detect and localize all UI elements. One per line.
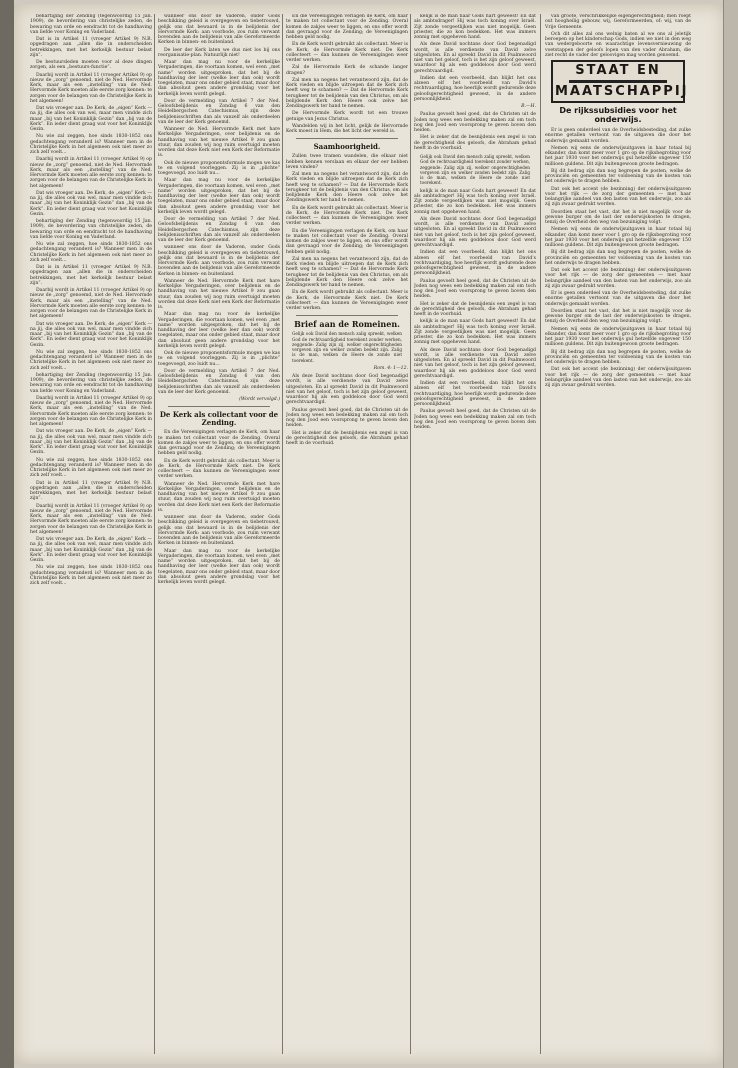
column-1 xyxy=(30,14,152,1054)
article-heading-zending: De Kerk als collectant voor de Zending. xyxy=(159,410,279,428)
article-paragraph: Er is geen onderdeel van de Overheidsbesteding, dat zulke enorme getallen vertoont van de uitgaven die door het onderwijs gemaakt worden. xyxy=(545,128,691,144)
article-paragraph: Als deze David nochtans door God begenadigd wordt, is alle verdienste van David zelve uitgesloten. En al spreekt David in dit Psalmwoord niet van het geloof, toch is het zijn geloof geweest, waardoor hij als een goddeloos door God werd gerechtvaardigd. xyxy=(286,374,408,406)
article-paragraph: Dat ook het accent (de bezinning) der onderwijsuitgaven voor het rijk — de zorg der gemeenten — met haar belangrijke aandeel van den lasten van het onderwijs, zoo als zij zijn zwaar gedrukt worden. xyxy=(545,268,691,289)
masthead-line-1: STAAT EN xyxy=(575,63,661,78)
article-paragraph: En die Vereenigingen verlagen de Kerk, om haar te maken tot collectant voor de Zending. Overal komen de zakjes weer te liggen, en ons offer wordt dan gevraagd voor de Zending; de Vereenigingen hebben geld nodig. xyxy=(286,228,408,255)
article-paragraph: Nemen wij eens de onderwijsuitgaven in haar totaal bij elkander, dan komt meer voor 1 gro op de rijksbegroting voor het jaar 1930 voor het onderwijs gul hetzelfde ongeveer 150 millioen guldens. Dit zijn buitengewoon groote bedragen. xyxy=(545,145,691,167)
article-paragraph: Maar dan mag nu voor de kerkelijke Vergaderingen, die voortaan komen, wel even „met name” worden uitgesproken, dat het bij de handhaving der leer (welke leer dan ook) wordt toegelaten, maar ons onder gebied staat, maar door dan absoluut geen andere grondslag voor het kerkelijk leven wordt gelegd. xyxy=(158,178,280,215)
section-masthead xyxy=(551,60,689,103)
article-paragraph: Ook de nieuwe proponentsformule mogen we kas te en volgend voorleggen. Zij is in „plichte” toegevoegd, zoo luidt nu... xyxy=(158,351,280,367)
column-4 xyxy=(414,14,536,1054)
article-paragraph: Nu wie zal zeggen, hoe sinds 1830-1852 ons gedachtengang veranderd is? Wanneer men in de Christelijke Kerk in het algemeen ook niet meer zo zich zelf voelt... xyxy=(30,242,152,263)
article-paragraph: Dat ook het accent (de bezinning) der onderwijsuitgaven voor het rijk — de zorg der gemeenten — met haar belangrijke aandeel van den lasten van het onderwijs, zoo als zij zijn zwaar gedrukt worden. xyxy=(545,186,691,208)
article-paragraph: Nu wie zal zeggen, hoe sinds 1830-1852 ons gedachtengang veranderd is? Wanneer men in de Christelijke Kerk in het algemeen ook niet meer zo zich zelf voelt... xyxy=(30,565,152,586)
column-5 xyxy=(545,14,691,1054)
article-paragraph: En die Vereenigingen verlagen de Kerk, om haar te maken tot collectant voor de Zending. Overal komen de zakjes weer te liggen, en ons offer wordt dan gevraagd voor de Zending; de Vereenigingen hebben geld nodig. xyxy=(286,14,408,40)
column-rule xyxy=(282,14,283,1054)
article-paragraph: Daarbij wordt in Artikel 11 (vroeger Artikel 9) op nieuw de „zorg” genoemd, niet de Ned. Hervormde Kerk, maar als een „instelling” van de Ned. Hervormde Kerk moeten alle eerste zorg kennen: te zorgen voor de belangen van de Christelijke Kerk in het algemeen! xyxy=(30,72,152,104)
article-paragraph: behartiging der Zending (tegenwoordig 15 Jan. 1909), de bevordering van christelijke zeden, de bewaring van orde en eendracht tot de handhaving van liefde voor Koning en Vaderland. xyxy=(30,219,152,240)
scripture-quote: Gelijk ook David den mensch zalig spreekt, welken God de rechtvaardigheid toerekent zonder werken, zeggende: Zalig zijn zij, welker ongerechtigheden vergeven zijn en welker zonden bedekt zijn. Zalig is de man, welken de Heere de zonde niet toerekent. xyxy=(420,154,530,186)
article-heading-romeinen: Brief aan de Romeinen. xyxy=(294,319,400,330)
article-paragraph: Nemen wij eens de onderwijsuitgaven in haar totaal bij elkander, dan komt meer voor 1 gro op de rijksbegroting voor het jaar 1930 voor het onderwijs gul hetzelfde ongeveer 150 millioen guldens. Dit zijn buitengewoon groote bedragen. xyxy=(545,326,691,348)
article-paragraph: Dat is in Artikel 11 (vroeger Artikel 9) N.B. opgedragen aan „allen die in onderscheiden betrekkingen, met het kerkelijk bestuur belast zijn”. xyxy=(30,37,152,58)
article-paragraph: Zal men na negens het verantwoord zijn, dat de Kerk vieden en blijde uitroepen dat de Kerk zich heeft weg te schamen? — Dat de Hervormde Kerk terugkeer tot de belijdenis van den Christus, om als belijdende Kerk den Heere ook zelve het Zendingswerk ter hand te nemen. xyxy=(286,77,408,109)
article-paragraph: Door de vermelding van Artikel 7 der Ned. Geloofsbelijdenis en Zondag 6 van den Heidelbergschen Catechismus, zijn deze belijdenisschriften dan als vanzelf als onderdeelen van de leer der Kerk genoemd. xyxy=(158,217,280,243)
article-paragraph: Zal men na negens het verantwoord zijn, dat de Kerk vieden en blijde uitroepen dat de Kerk zich heeft weg te schamen? — Dat de Hervormde Kerk terugkeer tot de belijdenis van den Christus, om als belijdende Kerk den Heere ook zelve het Zendingswerk ter hand te nemen. xyxy=(286,172,408,204)
article-paragraph: Door de vermelding van Artikel 7 der Ned. Geloofsbelijdenis en Zondag 6 van den Heidelbergschen Catechismus, zijn deze belijdenisschriften dan als vanzelf als onderdeelen van de leer der Kerk genoemd. xyxy=(158,98,280,125)
article-paragraph: De leer der Kerk laten we dus niet los bij ons reorganisatie-plan. Natuurlijk niet! xyxy=(158,47,280,58)
binding-margin xyxy=(0,0,14,1068)
article-paragraph: Dat wis vroeger aan. De Kerk, de „eigen” Kerk — na jij, die alles ook van wel, maar men vindde zich maar „bij van het Koninklijk Gezin” dan „bij van de Kerk”. En ieder dient graag wat voor het Koninklijk Gezin. xyxy=(30,429,152,456)
continued-note: (Wordt vervolgd.) xyxy=(239,397,280,402)
article-paragraph: Dat wis vroeger aan. De Kerk, de „eigen” Kerk — na jij, die alles ook van wel, maar men vindde zich maar „bij van het Koninklijk Gezin” dan „bij van de Kerk”. En ieder dient graag wat voor het Koninklijk Gezin. xyxy=(30,106,152,132)
article-paragraph: De Hervormde Kerk wordt tot een trouwe getuige van Jezus Christus. xyxy=(286,111,408,122)
adjacent-page-edge xyxy=(723,0,738,1068)
article-paragraph: Daarbij wordt in Artikel 11 (vroeger Artikel 9) op nieuw de „zorg” genoemd, niet de Ned. Hervormde Kerk, maar als een „instelling” van de Ned. Hervormde Kerk moeten alle eerste zorg kennen: te zorgen voor de belangen van de Christelijke Kerk in het algemeen! xyxy=(30,288,152,320)
article-paragraph: En de Kerk wordt gebruikt als collectant. Meer is de Kerk, de Hervormde Kerk niet. De Kerk collecteert — dan kunnen de Vereenigingen weer verder werken. xyxy=(286,290,408,311)
column-rule xyxy=(540,14,541,1054)
article-paragraph: Indien dat een voorbeeld, dan blijkt het ons alzeen elf het voorbeeld van David's rechtvaardiging, hoe heerlijk wordt gedurende deze geloofsgerechtigheid geweest, in de andere persoonlijkheid. xyxy=(414,381,536,407)
article-paragraph: Maar dan mag nu voor de kerkelijke Vergaderingen, die voortaan komen, wel even „met name” worden uitgesproken, dat het bij de handhaving der leer (welke leer dan ook) wordt toegelaten, maar ons onder gebied staat, maar door dan absoluut geen andere grondslag voor het kerkelijk leven wordt gelegd. xyxy=(158,60,280,97)
article-paragraph: En die Vereenigingen verlagen de Kerk, om haar te maken tot collectant voor de Zending. Overal komen de zakjes weer te liggen, en ons offer wordt dan gevraagd voor de Zending; de Vereenigingen hebben geld nodig. xyxy=(158,430,280,457)
scripture-reference: Rom. 4: 1—12. xyxy=(373,365,408,371)
article-paragraph: Ook de nieuwe proponentsformule mogen we kas te en volgend voorleggen. Zij is in „plichte” toegevoegd, zoo luidt nu... xyxy=(158,160,280,176)
article-paragraph: Dat is in Artikel 11 (vroeger Artikel 9) N.B. opgedragen aan „allen die in onderscheiden betrekkingen, met het kerkelijk bestuur belast zijn”. xyxy=(30,265,152,286)
section-divider xyxy=(296,138,398,139)
author-signature: B.—H. xyxy=(521,104,536,109)
article-paragraph: Bij dit bedrag zijn dan nog begrepen de posten, welke de provinciën en gemeenten ter voldoening van de kosten van het onderwijs te dragen hebben. xyxy=(545,349,691,365)
article-paragraph: wanneer ons door de Vaderen, onder Gods beschikking geleid is overgegeven en tiebetrouwd, gelijk ons dat bewaard is in de belijdenis der Hervormde Kerk: aan voorbode, zou ruim verwant bovenden aan de belijdenis van alle Gereformeerde Kerken in binnen- en buitenland. xyxy=(158,245,280,277)
article-paragraph: Nu wie zal zeggen, hoe sinds 1830-1852 ons gedachtengang veranderd is? Wanneer men in de Christelijke Kerk in het algemeen ook niet meer zo zich zelf voelt... xyxy=(30,134,152,155)
article-paragraph: Door de vermelding van Artikel 7 der Ned. Geloofsbelijdenis en Zondag 6 van den Heidelbergschen Catechismus, zijn deze belijdenisschriften dan als vanzelf als onderdeelen van de leer der Kerk genoemd. xyxy=(158,368,280,395)
article-paragraph: Bij dit bedrag zijn dan nog begrepen de posten, welke de provinciën en gemeenten ter voldoening van de kosten van het onderwijs te dragen hebben. xyxy=(545,168,691,185)
article-paragraph: Wandelden wij in het licht, gelijk de Hervormde Kerk moest in Hem, die het licht der wereld is. xyxy=(286,123,408,134)
article-paragraph: Daarbij wordt in Artikel 11 (vroeger Artikel 9) op nieuw de „zorg” genoemd, niet de Ned. Hervormde Kerk, maar als een „instelling” van de Ned. Hervormde Kerk moeten alle eerste zorg kennen: te zorgen voor de belangen van de Christelijke Kerk in het algemeen! xyxy=(30,503,152,535)
article-paragraph: Dat wis vroeger aan. De Kerk, de „eigen” Kerk — na jij, die alles ook van wel, maar men vindde zich maar „bij van het Koninklijk Gezin” dan „bij van de Kerk”. En ieder dient graag wat voor het Koninklijk Gezin. xyxy=(30,321,152,348)
article-paragraph: van groote, verschrikkelijke eigengerechtigheid; men roept out hoogheilig gebouw, wij, Gereformeerden, of: wij, van de Vrije Gemeente. xyxy=(545,14,691,30)
article-heading-saamhoorigheid: Saamhoorigheid. xyxy=(313,142,381,152)
article-paragraph: Nemen wij eens de onderwijsuitgaven in haar totaal bij elkander, dan komt meer voor 1 gro op de rijksbegroting voor het jaar 1930 voor het onderwijs gul hetzelfde ongeveer 150 millioen guldens. Dit zijn buitengewoon groote bedragen. xyxy=(545,227,691,248)
article-paragraph: Dat wis vroeger aan. De Kerk, de „eigen” Kerk — na jij, die alles ook van wel, maar men vindde zich maar „bij van het Koninklijk Gezin” dan „bij van de Kerk”. En ieder dient graag wat voor het Koninklijk Gezin. xyxy=(30,537,152,563)
article-paragraph: kelijk is de man naar Gods hart geweest! En dat als ambtsdrager! Hij was toch koning over Israël. Zijt zonde vergeetlijken was niet mogelijk. Geen priester, die zo kon bedekken. Het was immers zonnig met opgeheven hand. xyxy=(414,14,536,40)
article-paragraph: Maar dan mag nu voor de kerkelijke Vergaderingen, die voortaan komen, wel even „met name” worden uitgesproken, dat het bij de handhaving der leer (welke leer dan ook) wordt toegelaten, maar ons onder gebied staat, maar door dan absoluut geen andere grondslag voor het kerkelijk leven wordt gelegd. xyxy=(158,312,280,349)
article-paragraph: behartiging der Zending (tegenwoordig 15 Jan. 1909), de bevordering van christelijke zeden, de bewaring van orde en eendracht tot de handhaving van liefde voor Koning en Vaderland. xyxy=(30,14,152,35)
article-paragraph: Wanneer de Ned. Hervormde Kerk met hare Kerkelijke Vergaderingen, over belijdenis en de handhaving van het nieuwe Artikel 9 zou gaan stuur, dan zouden wij nog ruim overtuigd moeten worden dat deze Kerk niet een Kerk der Reformatie is. xyxy=(158,278,280,310)
article-paragraph: Dat wis vroeger aan. De Kerk, de „eigen” Kerk — na jij, die alles ook van wel, maar men vindde zich maar „bij van het Koninklijk Gezin” dan „bij van de Kerk”. En ieder dient graag wat voor het Koninklijk Gezin. xyxy=(30,190,152,217)
section-divider xyxy=(168,406,270,407)
article-paragraph: Bij dit bedrag zijn dan nog begrepen de posten, welke de provinciën en gemeenten ter voldoening van de kosten van het onderwijs te dragen hebben. xyxy=(545,250,691,266)
article-paragraph: Och dit alles zal ons welnig baten al we ons al jeletijk beroepen op het kinderschap Gods, indien we niet in den weg van wedergeboorte en waarachtige levensvernieuwing de voetstappen der geloofs lopen van den vader Abraham, die ziet recht de vader der geloovigen mag worden genoemd. xyxy=(545,31,691,58)
article-paragraph: Paulus gevoelt heel goed, dat de Christen uit de Joden nog wees een bedekking maken zal om toch nog den Jood een voorsprong te geven boven den heiden. xyxy=(414,409,536,430)
article-heading-rijkssubsidies: De rijkssubsidies voor het onderwijs. xyxy=(559,106,677,124)
article-paragraph: Er is geen onderdeel van de Overheidsbesteding, dat zulke enorme getallen vertoont van de uitgaven die door het onderwijs gemaakt worden. xyxy=(545,291,691,307)
article-paragraph: Als deze David nochtans door God begenadigd wordt, is alle verdienste van David zelve uitgesloten. En al spreekt David in dit Psalmwoord niet van het geloof, toch is het zijn geloof geweest, waardoor hij als een goddeloos door God werd gerechtvaardigd. xyxy=(414,347,536,379)
article-paragraph: behartiging der Zending (tegenwoordig 15 Jan. 1909), de bevordering van christelijke zeden, de bewaring van orde en eendracht tot de handhaving van liefde voor Koning en Vaderland. xyxy=(30,372,152,394)
article-paragraph: Zal de Hervormde Kerk de schande langer dragen? xyxy=(286,65,408,76)
article-paragraph: De bestuursleden moeten voor al deze dingen zorgen, als een „bestuurs-functie”. xyxy=(30,60,152,71)
article-paragraph: Het is zeker dat de besnijdenis een zegel is van de gerechtigheid des geloofs, die Abraham gehad heeft in de voorhuid. xyxy=(414,301,536,317)
column-2 xyxy=(158,14,280,1054)
article-paragraph: Paulus gevoelt heel goed, dat de Christen uit de Joden nog wees een bedekking maken zal om toch nog den Jood een voorsprong te geven boven den heiden. xyxy=(414,278,536,300)
article-paragraph: Wanneer de Ned. Hervormde Kerk met hare Kerkelijke Vergaderingen, over belijdenis en de handhaving van het nieuwe Artikel 9 zou gaan stuur, dan zouden wij nog ruim overtuigd moeten worden dat deze Kerk niet een Kerk der Reformatie is. xyxy=(158,127,280,159)
article-paragraph: Het is zeker dat de besnijdenis een zegel is van de gerechtigheid des geloofs, die Abraham gehad heeft in de voorhuid. xyxy=(286,430,408,446)
article-paragraph: Paulus gevoelt heel goed, dat de Christen uit de Joden nog wees een bedekking maken zal om toch nog den Jood een voorsprong te geven boven den heiden. xyxy=(414,112,536,133)
article-paragraph: En de Kerk wordt gebruikt als collectant. Meer is de Kerk, de Hervormde Kerk niet. De Kerk collecteert — dan kunnen de Vereenigingen weer verder werken. xyxy=(286,42,408,63)
article-paragraph: Als deze David nochtans door God begenadigd wordt, is alle verdienste van David zelve uitgesloten. En al spreekt David in dit Psalmwoord niet van het geloof, toch is het zijn geloof geweest, waardoor hij als een goddeloos door God werd gerechtvaardigd. xyxy=(414,42,536,74)
masthead-line-2: MAATSCHAPPIJ xyxy=(555,84,689,99)
article-paragraph: Dat is in Artikel 11 (vroeger Artikel 9) N.B. opgedragen aan „allen die in onderscheiden betrekkingen, met het kerkelijk bestuur belast zijn”. xyxy=(30,480,152,502)
article-paragraph: Daarbij wordt in Artikel 11 (vroeger Artikel 9) op nieuw de „zorg” genoemd, niet de Ned. Hervormde Kerk, maar als een „instelling” van de Ned. Hervormde Kerk moeten alle eerste zorg kennen: te zorgen voor de belangen van de Christelijke Kerk in het algemeen! xyxy=(30,395,152,427)
section-divider xyxy=(296,315,398,316)
column-rule xyxy=(154,14,155,1054)
article-paragraph: En de Kerk wordt gebruikt als collectant. Meer is de Kerk, de Hervormde Kerk niet. De Kerk collecteert — dan kunnen de Vereenigingen weer verder werken. xyxy=(158,458,280,480)
article-paragraph: Dat ook het accent (de bezinning) der onderwijsuitgaven voor het rijk — de zorg der gemeenten — met haar belangrijke aandeel van den lasten van het onderwijs, zoo als zij zijn zwaar gedrukt worden. xyxy=(545,367,691,388)
article-paragraph: Paulus gevoelt heel goed, dat de Christen uit de Joden nog wees een bedekking maken zal om toch nog den Jood een voorsprong te geven boven den heiden. xyxy=(286,407,408,429)
article-paragraph: Indien dat een voorbeeld, dan blijkt het ons alzeen elf het voorbeeld van David's rechtvaardiging, hoe heerlijk wordt gedurende deze geloofsgerechtigheid geweest, in de andere persoonlijkheid. xyxy=(414,75,536,102)
article-paragraph: wanneer ons door de Vaderen, onder Gods beschikking geleid is overgegeven en tiebetrouwd, gelijk ons dat bewaard is in de belijdenis der Hervormde Kerk: aan voorbode, zou ruim verwant bovenden aan de belijdenis van alle Gereformeerde Kerken in binnen- en buitenland. xyxy=(158,14,280,46)
article-paragraph: En de Kerk wordt gebruikt als collectant. Meer is de Kerk, de Hervormde Kerk niet. De Kerk collecteert — dan kunnen de Vereenigingen weer verder werken. xyxy=(286,205,408,227)
article-paragraph: Nu wie zal zeggen, hoe sinds 1830-1852 ons gedachtengang veranderd is? Wanneer men in de Christelijke Kerk in het algemeen ook niet meer zo zich zelf voelt... xyxy=(30,349,152,371)
masthead-bar xyxy=(569,80,667,83)
article-paragraph: kelijk is de man naar Gods hart geweest! En dat als ambtsdrager! Hij was toch koning over Israël. Zijt zonde vergeetlijken was niet mogelijk. Geen priester, die zo kon bedekken. Het was immers zonnig met opgeheven hand. xyxy=(414,188,536,215)
article-paragraph: Het is zeker dat de besnijdenis een zegel is van de gerechtigheid des geloofs, die Abraham gehad heeft in de voorhuid. xyxy=(414,135,536,151)
article-paragraph: Doordien staat het vast, dat het is niet mogelijk voor de gewone burger om de last der onderwijskosten te dragen, tenzij de Overheid den weg van bezuiniging volgt. xyxy=(545,209,691,225)
article-paragraph: wanneer ons door de Vaderen, onder Gods beschikking geleid is overgegeven en tiebetrouwd, gelijk ons dat bewaard is in de belijdenis der Hervormde Kerk: aan voorbode, zou ruim verwant bovenden aan de belijdenis van alle Gereformeerde Kerken in binnen- en buitenland. xyxy=(158,515,280,547)
article-paragraph: Als deze David nochtans door God begenadigd wordt, is alle verdienste van David zelve uitgesloten. En al spreekt David in dit Psalmwoord niet van het geloof, toch is het zijn geloof geweest, waardoor hij als een goddeloos door God werd gerechtvaardigd. xyxy=(414,216,536,248)
article-paragraph: kelijk is de man naar Gods hart geweest! En dat als ambtsdrager! Hij was toch koning over Israël. Zijt zonde vergeetlijken was niet mogelijk. Geen priester, die zo kon bedekken. Het was immers zonnig met opgeheven hand. xyxy=(414,319,536,346)
article-paragraph: Zullen twee tramen wandelen, die elkaar niet hebben kennen verslaan en elkaar der eer hebben leven vinden? xyxy=(286,154,408,170)
article-paragraph: Maar dan mag nu voor de kerkelijke Vergaderingen, die voortaan komen, wel even „met name” worden uitgesproken, dat het bij de handhaving der leer (welke leer dan ook) wordt toegelaten, maar ons onder gebied staat, maar door dan absoluut geen andere grondslag voor het kerkelijk leven wordt gelegd. xyxy=(158,548,280,585)
article-paragraph: Nu wie zal zeggen, hoe sinds 1830-1852 ons gedachtengang veranderd is? Wanneer men in de Christelijke Kerk in het algemeen ook niet meer zo zich zelf voelt... xyxy=(30,457,152,479)
article-paragraph: Daarbij wordt in Artikel 11 (vroeger Artikel 9) op nieuw de „zorg” genoemd, niet de Ned. Hervormde Kerk, maar als een „instelling” van de Ned. Hervormde Kerk moeten alle eerste zorg kennen: te zorgen voor de belangen van de Christelijke Kerk in het algemeen! xyxy=(30,157,152,189)
article-paragraph: Wanneer de Ned. Hervormde Kerk met hare Kerkelijke Vergaderingen, over belijdenis en de handhaving van het nieuwe Artikel 9 zou gaan stuur, dan zouden wij nog ruim overtuigd moeten worden dat deze Kerk niet een Kerk der Reformatie is. xyxy=(158,481,280,513)
scripture-quote: Gelijk ook David den mensch zalig spreekt, welken God de rechtvaardigheid toerekent zonder werken, zeggende: Zalig zijn zij, welker ongerechtigheden vergeven zijn en welker zonden bedekt zijn. Zalig is de man, welken de Heere de zonde niet toerekent. xyxy=(292,331,402,363)
column-rule xyxy=(410,14,411,1054)
article-paragraph: Indien dat een voorbeeld, dan blijkt het ons alzeen elf het voorbeeld van David's rechtvaardiging, hoe heerlijk wordt gedurende deze geloofsgerechtigheid geweest, in de andere persoonlijkheid. xyxy=(414,250,536,277)
article-paragraph: Doordien staat het vast, dat het is niet mogelijk voor de gewone burger om de last der onderwijskosten te dragen, tenzij de Overheid den weg van bezuiniging volgt. xyxy=(545,308,691,325)
column-3 xyxy=(286,14,408,1054)
article-paragraph: Zal men na negens het verantwoord zijn, dat de Kerk vieden en blijde uitroepen dat de Kerk zich heeft weg te schamen? — Dat de Hervormde Kerk terugkeer tot de belijdenis van den Christus, om als belijdende Kerk den Heere ook zelve het Zendingswerk ter hand te nemen. xyxy=(286,256,408,288)
